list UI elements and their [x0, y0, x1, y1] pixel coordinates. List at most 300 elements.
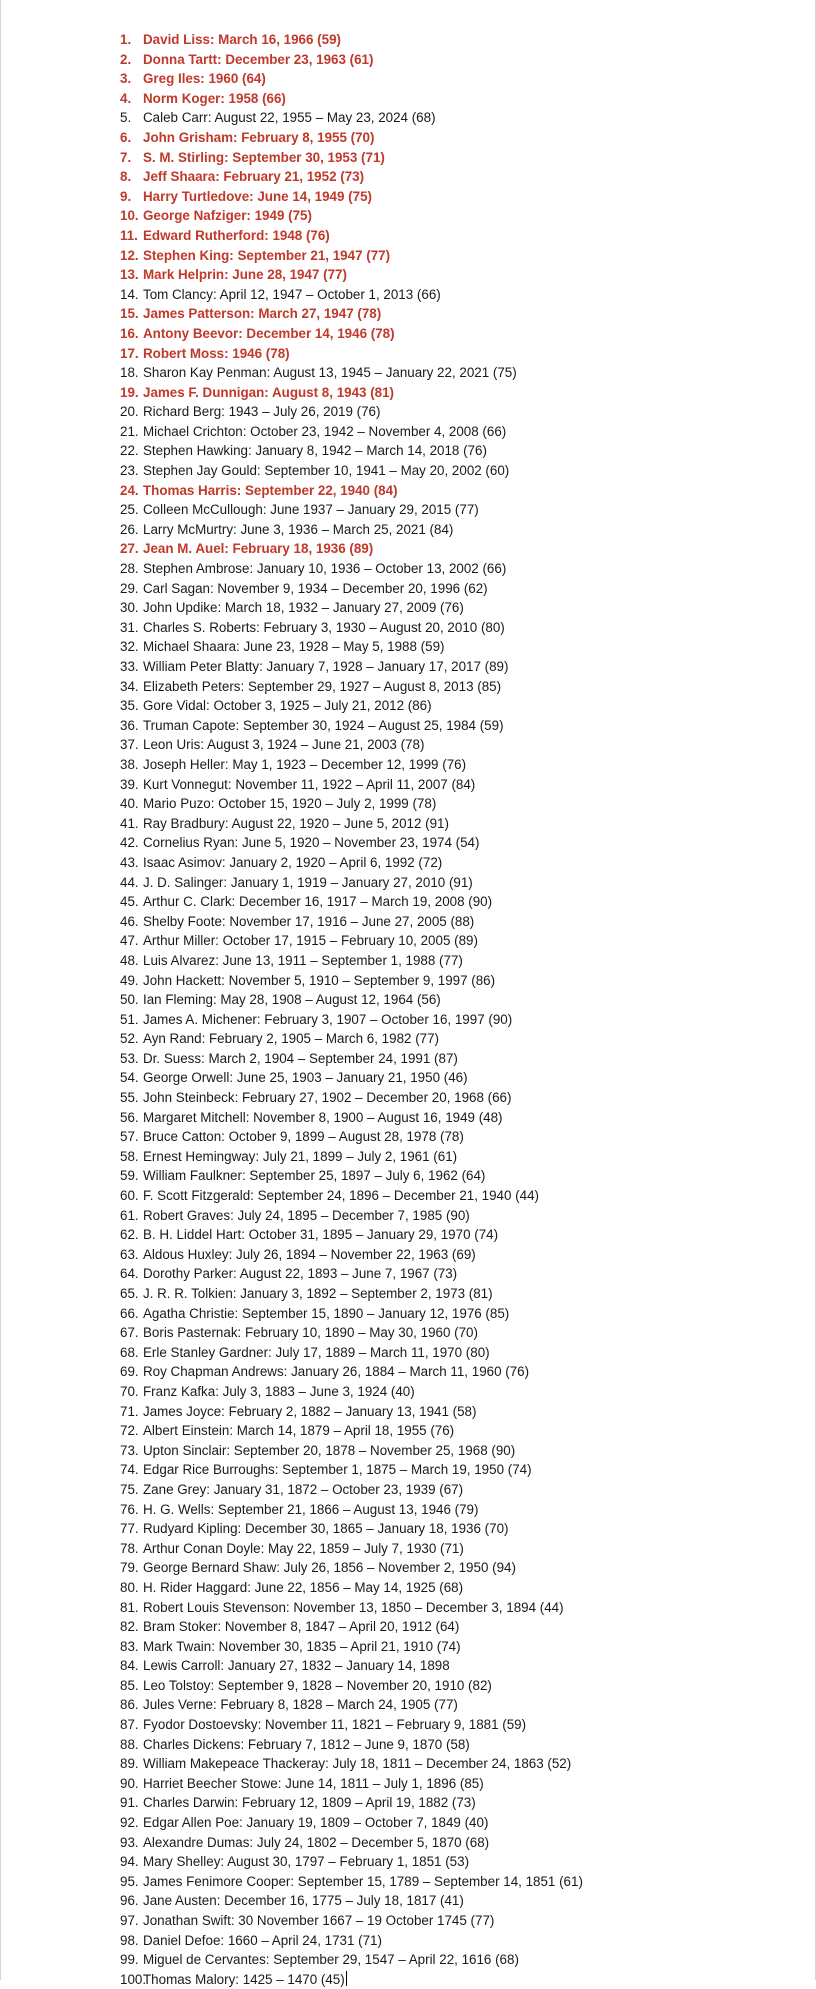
- list-item[interactable]: [120, 422, 583, 442]
- list-item[interactable]: [120, 853, 583, 873]
- list-item[interactable]: [120, 1127, 583, 1147]
- list-item-text: Isaac Asimov: January 2, 1920 – April 6, 1992 (72): [143, 854, 443, 870]
- list-item[interactable]: [120, 579, 583, 599]
- list-item-text: Dr. Suess: March 2, 1904 – September 24, 1991 (87): [143, 1050, 458, 1066]
- list-item[interactable]: [120, 1225, 583, 1245]
- list-item[interactable]: [120, 1460, 583, 1480]
- list-item[interactable]: [120, 618, 583, 638]
- list-item-number: 43.: [120, 854, 139, 870]
- list-item-number: 100.: [120, 1971, 147, 1987]
- list-item-number: 14.: [120, 286, 139, 302]
- list-item[interactable]: [120, 246, 583, 266]
- list-item[interactable]: [120, 1049, 583, 1069]
- list-item-text: Jonathan Swift: 30 November 1667 – 19 October 1745 (77): [143, 1913, 495, 1928]
- list-item-text: Michael Shaara: June 23, 1928 – May 5, 1988 (59): [143, 639, 445, 655]
- list-item[interactable]: [120, 1362, 583, 1382]
- list-item-text: Charles S. Roberts: February 3, 1930 – August 20, 2010 (80): [143, 619, 505, 635]
- list-item[interactable]: [120, 657, 583, 677]
- list-item-text: Joseph Heller: May 1, 1923 – December 12, 1999 (76): [143, 756, 467, 772]
- list-item-text: Zane Grey: January 31, 1872 – October 23, 1939 (67): [143, 1481, 464, 1497]
- list-item[interactable]: [120, 873, 583, 893]
- list-item-text: John Steinbeck: February 27, 1902 – December 20, 1968 (66): [143, 1090, 512, 1106]
- list-item-number: 32.: [120, 639, 139, 655]
- list-item-number: 45.: [120, 894, 139, 910]
- list-item-text: Thomas Harris: September 22, 1940 (84): [143, 482, 398, 498]
- list-item-text: William Faulkner: September 25, 1897 – July 6, 1962 (64): [143, 1168, 486, 1184]
- list-item-number: 51.: [120, 1011, 139, 1027]
- list-item[interactable]: [120, 1166, 583, 1186]
- list-item[interactable]: [120, 1186, 583, 1206]
- list-item-number: 90.: [120, 1775, 139, 1791]
- list-item[interactable]: [120, 520, 583, 540]
- list-item-number: 66.: [120, 1305, 139, 1321]
- list-item[interactable]: [120, 1519, 583, 1539]
- list-item-text: Mark Twain: November 30, 1835 – April 21, 1910 (74): [143, 1638, 461, 1654]
- list-item[interactable]: [120, 402, 583, 422]
- list-item-text: H. Rider Haggard: June 22, 1856 – May 14, 1925 (68): [143, 1579, 464, 1595]
- list-item-text: Charles Dickens: February 7, 1812 – June 9, 1870 (58): [143, 1736, 470, 1752]
- text-cursor: [346, 1971, 347, 1986]
- list-item-text: Cornelius Ryan: June 5, 1920 – November 23, 1974 (54): [143, 835, 480, 851]
- list-item-number: 53.: [120, 1050, 139, 1066]
- list-item-number: 6.: [120, 129, 132, 145]
- list-item-number: 18.: [120, 365, 139, 381]
- list-item-text: Dorothy Parker: August 22, 1893 – June 7, 1967 (73): [143, 1266, 458, 1282]
- list-item-text: Sharon Kay Penman: August 13, 1945 – January 22, 2021 (75): [143, 365, 517, 381]
- list-item-text: Daniel Defoe: 1660 – April 24, 1731 (71): [143, 1932, 382, 1948]
- list-item[interactable]: [120, 1284, 583, 1304]
- list-item-number: 48.: [120, 952, 139, 968]
- list-item-text: Caleb Carr: August 22, 1955 – May 23, 2024 (68): [143, 110, 436, 126]
- list-item[interactable]: [120, 1774, 583, 1794]
- list-item-text: Arthur Conan Doyle: May 22, 1859 – July 7, 1930 (71): [143, 1540, 464, 1556]
- list-item-text: Aldous Huxley: July 26, 1894 – November 22, 1963 (69): [143, 1246, 476, 1262]
- list-item[interactable]: [120, 50, 583, 70]
- list-item[interactable]: [120, 1793, 583, 1813]
- list-item-text: B. H. Liddel Hart: October 31, 1895 – January 29, 1970 (74): [143, 1227, 499, 1243]
- list-item-text: Edgar Rice Burroughs: September 1, 1875 – March 19, 1950 (74): [143, 1462, 532, 1478]
- list-item-number: 70.: [120, 1383, 139, 1399]
- list-item-number: 36.: [120, 717, 139, 733]
- list-item-number: 46.: [120, 913, 139, 929]
- list-item-text: Bram Stoker: November 8, 1847 – April 20, 1912 (64): [143, 1619, 460, 1635]
- list-item-number: 93.: [120, 1834, 139, 1850]
- list-item[interactable]: [120, 1813, 583, 1833]
- list-item-text: Luis Alvarez: June 13, 1911 – September 1, 1988 (77): [143, 952, 463, 968]
- list-item-text: Jean M. Auel: February 18, 1936 (89): [143, 541, 374, 557]
- list-item-number: 12.: [120, 247, 139, 263]
- list-item[interactable]: [120, 1323, 583, 1343]
- list-item-text: Truman Capote: September 30, 1924 – August 25, 1984 (59): [143, 717, 504, 733]
- list-item-number: 72.: [120, 1423, 139, 1439]
- list-item-number: 76.: [120, 1501, 139, 1517]
- list-item-text: Jeff Shaara: February 21, 1952 (73): [143, 169, 365, 185]
- list-item-text: Norm Koger: 1958 (66): [143, 90, 286, 106]
- list-item[interactable]: [120, 481, 583, 501]
- list-item-text: Colleen McCullough: June 1937 – January 29, 2015 (77): [143, 502, 479, 518]
- list-item[interactable]: [120, 1421, 583, 1441]
- list-item-text: Franz Kafka: July 3, 1883 – June 3, 1924 (40): [143, 1383, 415, 1399]
- list-item-number: 16.: [120, 325, 139, 341]
- list-item[interactable]: [120, 892, 583, 912]
- list-item-text: Stephen King: September 21, 1947 (77): [143, 247, 391, 263]
- list-item-number: 31.: [120, 619, 139, 635]
- list-item-number: 1.: [120, 32, 132, 47]
- list-item-text: Larry McMurtry: June 3, 1936 – March 25, 2021 (84): [143, 521, 454, 537]
- list-item-text: Michael Crichton: October 23, 1942 – November 4, 2008 (66): [143, 423, 507, 439]
- list-item-number: 20.: [120, 404, 139, 420]
- list-item[interactable]: [120, 441, 583, 461]
- list-item[interactable]: [120, 363, 583, 383]
- list-item-number: 95.: [120, 1873, 139, 1889]
- list-item-text: Edgar Allen Poe: January 19, 1809 – October 7, 1849 (40): [143, 1815, 489, 1831]
- list-item-number: 27.: [120, 541, 139, 557]
- list-item-number: 75.: [120, 1481, 139, 1497]
- list-item-number: 49.: [120, 972, 139, 988]
- list-item[interactable]: [120, 265, 583, 285]
- list-item[interactable]: [120, 1578, 583, 1598]
- list-item-number: 74.: [120, 1462, 139, 1478]
- list-item[interactable]: [120, 1656, 583, 1676]
- list-item-number: 7.: [120, 149, 132, 165]
- list-item-number: 35.: [120, 698, 139, 714]
- list-item[interactable]: [120, 677, 583, 697]
- list-item-text: Alexandre Dumas: July 24, 1802 – December 5, 1870 (68): [143, 1834, 490, 1850]
- list-item-text: Ernest Hemingway: July 21, 1899 – July 2, 1961 (61): [143, 1148, 458, 1164]
- list-item[interactable]: [120, 1617, 583, 1637]
- list-item[interactable]: [120, 1558, 583, 1578]
- list-item-number: 56.: [120, 1109, 139, 1125]
- list-item-text: F. Scott Fitzgerald: September 24, 1896 – December 21, 1940 (44): [143, 1188, 539, 1204]
- list-item[interactable]: [120, 128, 583, 148]
- list-item-text: Antony Beevor: December 14, 1946 (78): [143, 325, 395, 341]
- list-item-number: 4.: [120, 90, 132, 106]
- list-item[interactable]: [120, 1950, 583, 1970]
- list-item-text: Carl Sagan: November 9, 1934 – December 20, 1996 (62): [143, 580, 488, 596]
- list-item-text: Ray Bradbury: August 22, 1920 – June 5, 2012 (91): [143, 815, 449, 831]
- list-item-number: 99.: [120, 1952, 139, 1968]
- list-item[interactable]: [120, 735, 583, 755]
- list-item[interactable]: [120, 226, 583, 246]
- list-item[interactable]: [120, 1402, 583, 1422]
- list-item-text: Mary Shelley: August 30, 1797 – February 1, 1851 (53): [143, 1854, 470, 1870]
- list-item-number: 41.: [120, 815, 139, 831]
- list-item-number: 85.: [120, 1677, 139, 1693]
- list-item-text: Thomas Malory: 1425 – 1470 (45): [143, 1971, 345, 1987]
- list-item[interactable]: [120, 716, 583, 736]
- list-item-number: 40.: [120, 796, 139, 812]
- list-item[interactable]: [120, 187, 583, 207]
- list-item[interactable]: [120, 794, 583, 814]
- list-item-text: John Updike: March 18, 1932 – January 27, 2009 (76): [143, 600, 464, 616]
- list-item-number: 61.: [120, 1207, 139, 1223]
- list-item-text: Fyodor Dostoevsky: November 11, 1821 – February 9, 1881 (59): [143, 1717, 527, 1733]
- list-item[interactable]: [120, 108, 583, 128]
- list-item[interactable]: [120, 383, 583, 403]
- list-item[interactable]: [120, 1029, 583, 1049]
- list-item-text: Bruce Catton: October 9, 1899 – August 28, 1978 (78): [143, 1129, 464, 1145]
- list-item[interactable]: [120, 696, 583, 716]
- list-item-number: 5.: [120, 110, 132, 126]
- list-item-number: 52.: [120, 1031, 139, 1047]
- list-item-text: James Fenimore Cooper: September 15, 1789 – September 14, 1851 (61): [143, 1873, 583, 1889]
- list-item[interactable]: [120, 1068, 583, 1088]
- list-item-text: Rudyard Kipling: December 30, 1865 – January 18, 1936 (70): [143, 1521, 509, 1537]
- list-item[interactable]: [120, 755, 583, 775]
- list-item-text: David Liss: March 16, 1966 (59): [143, 32, 341, 47]
- list-item-number: 38.: [120, 756, 139, 772]
- list-item-number: 24.: [120, 482, 139, 498]
- list-item-text: Boris Pasternak: February 10, 1890 – May 30, 1960 (70): [143, 1325, 478, 1341]
- list-item[interactable]: [120, 1637, 583, 1657]
- list-item[interactable]: [120, 304, 583, 324]
- list-item-number: 65.: [120, 1286, 139, 1301]
- list-item[interactable]: [120, 775, 583, 795]
- list-item-text: William Peter Blatty: January 7, 1928 – January 17, 2017 (89): [143, 659, 509, 674]
- list-item-number: 80.: [120, 1579, 139, 1595]
- list-item-text: Miguel de Cervantes: September 29, 1547 – April 22, 1616 (68): [143, 1952, 519, 1968]
- list-item-number: 19.: [120, 384, 139, 400]
- list-item-number: 96.: [120, 1893, 139, 1909]
- list-item-number: 87.: [120, 1717, 139, 1733]
- list-item-text: Lewis Carroll: January 27, 1832 – January 14, 1898: [143, 1658, 450, 1674]
- list-item-text: Leon Uris: August 3, 1924 – June 21, 2003 (78): [143, 737, 425, 753]
- list-item-number: 33.: [120, 659, 139, 674]
- list-item[interactable]: [120, 1872, 583, 1892]
- list-item[interactable]: [120, 167, 583, 187]
- list-item-number: 91.: [120, 1795, 139, 1811]
- list-item-number: 98.: [120, 1932, 139, 1948]
- list-item-text: H. G. Wells: September 21, 1866 – August 13, 1946 (79): [143, 1501, 479, 1517]
- list-item[interactable]: [120, 1695, 583, 1715]
- list-item-text: William Makepeace Thackeray: July 18, 1811 – December 24, 1863 (52): [143, 1756, 572, 1772]
- list-item[interactable]: [120, 30, 583, 50]
- page-left-edge: [0, 0, 1, 1980]
- list-item[interactable]: [120, 1441, 583, 1461]
- list-item-text: Leo Tolstoy: September 9, 1828 – November 20, 1910 (82): [143, 1677, 492, 1693]
- list-item[interactable]: [120, 1264, 583, 1284]
- list-item[interactable]: [120, 814, 583, 834]
- list-item-number: 71.: [120, 1403, 139, 1419]
- list-item-number: 34.: [120, 678, 139, 694]
- list-item-number: 69.: [120, 1364, 139, 1380]
- list-item-text: Shelby Foote: November 17, 1916 – June 27, 2005 (88): [143, 913, 475, 929]
- list-item[interactable]: [120, 1676, 583, 1696]
- list-item-text: Stephen Ambrose: January 10, 1936 – October 13, 2002 (66): [143, 561, 507, 577]
- list-item-text: Richard Berg: 1943 – July 26, 2019 (76): [143, 404, 381, 420]
- list-item-number: 60.: [120, 1188, 139, 1204]
- list-item-number: 67.: [120, 1325, 139, 1341]
- list-item-number: 25.: [120, 502, 139, 518]
- list-item-text: Stephen Jay Gould: September 10, 1941 – May 20, 2002 (60): [143, 463, 510, 479]
- list-item[interactable]: [120, 951, 583, 971]
- list-item-number: 82.: [120, 1619, 139, 1635]
- list-item[interactable]: [120, 1911, 583, 1931]
- list-item-text: Robert Graves: July 24, 1895 – December 7, 1985 (90): [143, 1207, 470, 1223]
- list-item-number: 8.: [120, 169, 132, 185]
- list-item-text: Ayn Rand: February 2, 1905 – March 6, 1982 (77): [143, 1031, 440, 1047]
- list-item[interactable]: [120, 324, 583, 344]
- list-item-text: J. D. Salinger: January 1, 1919 – January 27, 2010 (91): [143, 874, 473, 890]
- list-item-number: 89.: [120, 1756, 139, 1772]
- list-item[interactable]: [120, 1852, 583, 1872]
- list-item-number: 59.: [120, 1168, 139, 1184]
- list-item-text: Ian Fleming: May 28, 1908 – August 12, 1964 (56): [143, 992, 441, 1008]
- list-item-number: 57.: [120, 1129, 139, 1145]
- list-item[interactable]: [120, 637, 583, 657]
- list-item[interactable]: [120, 148, 583, 168]
- list-item[interactable]: [120, 1500, 583, 1520]
- list-item[interactable]: [120, 559, 583, 579]
- list-item-number: 15.: [120, 306, 139, 322]
- list-item-text: Roy Chapman Andrews: January 26, 1884 – March 11, 1960 (76): [143, 1364, 530, 1380]
- list-item-text: John Grisham: February 8, 1955 (70): [143, 129, 375, 145]
- list-item-number: 22.: [120, 443, 139, 459]
- list-item-text: George Orwell: June 25, 1903 – January 21, 1950 (46): [143, 1070, 468, 1086]
- list-item-number: 62.: [120, 1227, 139, 1243]
- list-item-number: 83.: [120, 1638, 139, 1654]
- list-item-text: J. R. R. Tolkien: January 3, 1892 – September 2, 1973 (81): [143, 1286, 493, 1301]
- list-item-text: Donna Tartt: December 23, 1963 (61): [143, 51, 374, 67]
- list-item[interactable]: [120, 206, 583, 226]
- list-item[interactable]: [120, 500, 583, 520]
- list-item[interactable]: [120, 1754, 583, 1774]
- list-item-number: 28.: [120, 561, 139, 577]
- list-item[interactable]: [120, 1598, 583, 1618]
- list-item[interactable]: [120, 1088, 583, 1108]
- list-item-number: 9.: [120, 188, 132, 204]
- list-item-text: George Nafziger: 1949 (75): [143, 208, 312, 224]
- list-item-number: 2.: [120, 51, 132, 67]
- list-item-number: 26.: [120, 521, 139, 537]
- list-item-text: Harry Turtledove: June 14, 1949 (75): [143, 188, 372, 204]
- list-item-number: 64.: [120, 1266, 139, 1282]
- list-item[interactable]: [120, 1539, 583, 1559]
- list-item[interactable]: [120, 344, 583, 364]
- list-item[interactable]: [120, 1480, 583, 1500]
- list-item-text: Tom Clancy: April 12, 1947 – October 1, 2013 (66): [143, 286, 441, 302]
- list-item-text: Greg Iles: 1960 (64): [143, 71, 266, 87]
- list-item-text: Margaret Mitchell: November 8, 1900 – August 16, 1949 (48): [143, 1109, 503, 1125]
- list-item-text: Elizabeth Peters: September 29, 1927 – August 8, 2013 (85): [143, 678, 502, 694]
- list-item-number: 88.: [120, 1736, 139, 1752]
- list-item[interactable]: [120, 1970, 583, 1989]
- list-item-number: 68.: [120, 1344, 139, 1360]
- list-item-number: 77.: [120, 1521, 139, 1537]
- list-item-text: Albert Einstein: March 14, 1879 – April 18, 1955 (76): [143, 1423, 455, 1439]
- list-item-number: 47.: [120, 933, 139, 949]
- list-item[interactable]: [120, 1206, 583, 1226]
- list-item-number: 55.: [120, 1090, 139, 1106]
- list-item-text: Upton Sinclair: September 20, 1878 – November 25, 1968 (90): [143, 1442, 516, 1458]
- list-item[interactable]: [120, 1245, 583, 1265]
- list-item-text: James F. Dunnigan: August 8, 1943 (81): [143, 384, 395, 400]
- list-item-text: Jane Austen: December 16, 1775 – July 18, 1817 (41): [143, 1893, 464, 1909]
- list-item-number: 17.: [120, 345, 139, 361]
- list-item-number: 29.: [120, 580, 139, 596]
- list-item-text: James Joyce: February 2, 1882 – January 13, 1941 (58): [143, 1403, 477, 1419]
- list-item-number: 21.: [120, 423, 139, 439]
- list-item-text: James A. Michener: February 3, 1907 – October 16, 1997 (90): [143, 1011, 513, 1027]
- list-item-number: 37.: [120, 737, 139, 753]
- list-item-text: Agatha Christie: September 15, 1890 – January 12, 1976 (85): [143, 1305, 510, 1321]
- list-item[interactable]: [120, 598, 583, 618]
- list-item-text: Jules Verne: February 8, 1828 – March 24, 1905 (77): [143, 1697, 458, 1713]
- list-item-text: Robert Louis Stevenson: November 13, 1850 – December 3, 1894 (44): [143, 1599, 564, 1615]
- list-item-number: 30.: [120, 600, 139, 616]
- list-item-number: 73.: [120, 1442, 139, 1458]
- list-item[interactable]: [120, 285, 583, 305]
- list-item-text: John Hackett: November 5, 1910 – September 9, 1997 (86): [143, 972, 496, 988]
- list-item-text: Harriet Beecher Stowe: June 14, 1811 – July 1, 1896 (85): [143, 1775, 484, 1791]
- list-item[interactable]: [120, 89, 583, 109]
- list-item-number: 78.: [120, 1540, 139, 1556]
- list-item-number: 92.: [120, 1815, 139, 1831]
- list-item-text: George Bernard Shaw: July 26, 1856 – November 2, 1950 (94): [143, 1560, 516, 1576]
- list-item-number: 50.: [120, 992, 139, 1008]
- list-item[interactable]: [120, 539, 583, 559]
- list-item[interactable]: [120, 1833, 583, 1853]
- list-item-text: Gore Vidal: October 3, 1925 – July 21, 2012 (86): [143, 698, 432, 714]
- list-item-text: Kurt Vonnegut: November 11, 1922 – April 11, 2007 (84): [143, 776, 476, 792]
- list-item[interactable]: [120, 1715, 583, 1735]
- author-list[interactable]: [120, 30, 583, 1989]
- list-item[interactable]: [120, 1304, 583, 1324]
- list-item[interactable]: [120, 1108, 583, 1128]
- list-item[interactable]: [120, 1382, 583, 1402]
- list-item-number: 84.: [120, 1658, 139, 1674]
- list-item-text: Robert Moss: 1946 (78): [143, 345, 290, 361]
- list-item[interactable]: [120, 912, 583, 932]
- list-item-number: 13.: [120, 267, 139, 283]
- list-item-text: James Patterson: March 27, 1947 (78): [143, 306, 382, 322]
- list-item-number: 86.: [120, 1697, 139, 1713]
- list-item[interactable]: [120, 1891, 583, 1911]
- list-item[interactable]: [120, 931, 583, 951]
- list-item-text: Arthur Miller: October 17, 1915 – February 10, 2005 (89): [143, 933, 478, 949]
- list-item-number: 97.: [120, 1913, 139, 1928]
- list-item[interactable]: [120, 971, 583, 991]
- list-item[interactable]: [120, 990, 583, 1010]
- list-item[interactable]: [120, 461, 583, 481]
- list-item[interactable]: [120, 1343, 583, 1363]
- list-item-text: Mark Helprin: June 28, 1947 (77): [143, 267, 347, 283]
- list-item[interactable]: [120, 1010, 583, 1030]
- list-item-text: S. M. Stirling: September 30, 1953 (71): [143, 149, 385, 165]
- list-item-number: 63.: [120, 1246, 139, 1262]
- list-item[interactable]: [120, 1735, 583, 1755]
- list-item-number: 39.: [120, 776, 139, 792]
- list-item[interactable]: [120, 69, 583, 89]
- list-item-text: Charles Darwin: February 12, 1809 – April 19, 1882 (73): [143, 1795, 476, 1811]
- list-item-number: 23.: [120, 463, 139, 479]
- list-item[interactable]: [120, 1931, 583, 1951]
- list-item-text: Stephen Hawking: January 8, 1942 – March 14, 2018 (76): [143, 443, 487, 459]
- list-item[interactable]: [120, 833, 583, 853]
- list-item-number: 81.: [120, 1599, 139, 1615]
- list-item-number: 42.: [120, 835, 139, 851]
- list-item-number: 10.: [120, 208, 139, 224]
- list-item-text: Edward Rutherford: 1948 (76): [143, 227, 330, 243]
- list-item-number: 94.: [120, 1854, 139, 1870]
- list-item-text: Arthur C. Clark: December 16, 1917 – March 19, 2008 (90): [143, 894, 493, 910]
- list-item-text: Mario Puzo: October 15, 1920 – July 2, 1999 (78): [143, 796, 437, 812]
- list-item[interactable]: [120, 1147, 583, 1167]
- list-item-number: 44.: [120, 874, 139, 890]
- list-item-number: 79.: [120, 1560, 139, 1576]
- list-item-number: 3.: [120, 71, 132, 87]
- list-item-number: 58.: [120, 1148, 139, 1164]
